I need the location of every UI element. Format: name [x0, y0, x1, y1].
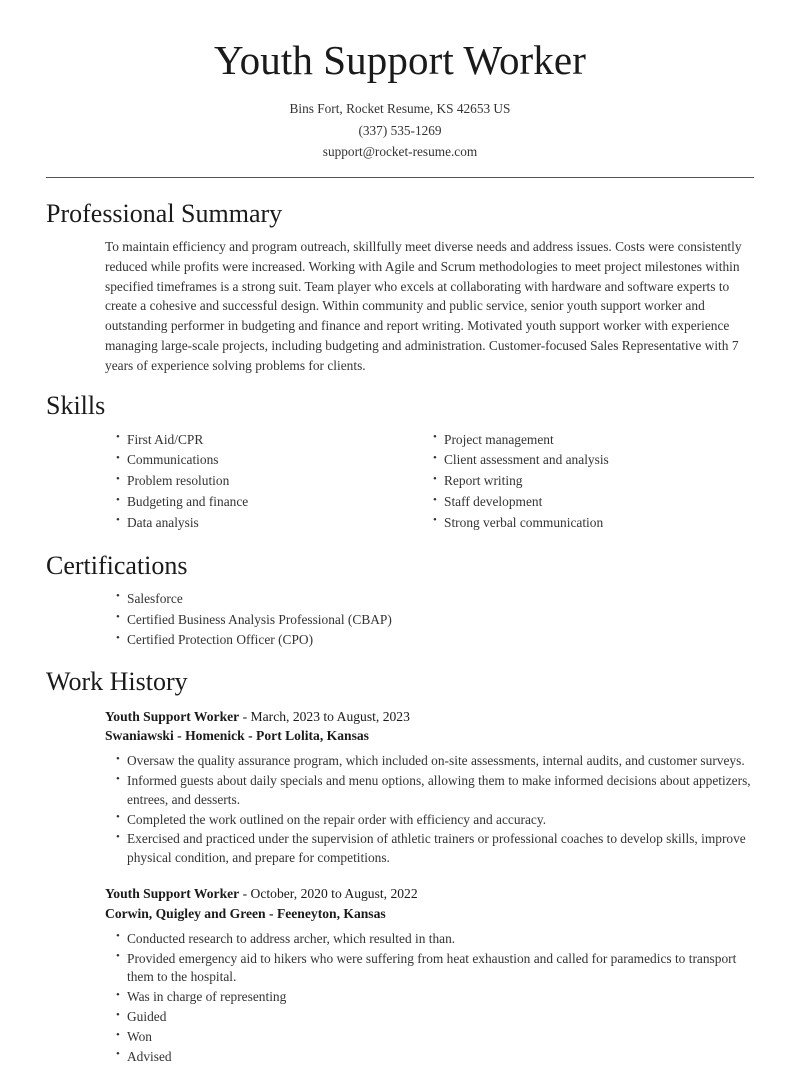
- certifications-list-wrap: [116, 590, 754, 650]
- page-title: Youth Support Worker: [214, 37, 586, 83]
- section-title-summary: Professional Summary: [46, 198, 283, 228]
- section-title-skills: Skills: [46, 391, 106, 421]
- list-item: • Project management: [433, 431, 750, 449]
- list-item: • Report writing: [433, 472, 750, 490]
- list-item: • Data analysis: [116, 514, 433, 532]
- section-title-certifications: Certifications: [46, 550, 188, 580]
- list-item: • Completed the work outlined on the repair order with efficiency and accuracy.: [116, 811, 754, 829]
- work-history-entry: [105, 884, 754, 1066]
- list-item: • Strong verbal communication: [433, 514, 750, 532]
- job-bullets-wrap: [116, 752, 754, 867]
- job-bullets-list: [116, 930, 754, 1066]
- section-skills: [0, 390, 800, 534]
- contact-email: support@rocket-resume.com: [322, 144, 478, 160]
- job-title: Youth Support Worker: [105, 886, 240, 902]
- list-item: • Client assessment and analysis: [433, 451, 750, 469]
- skills-column-left: [116, 431, 433, 535]
- work-history-entry: [105, 707, 754, 868]
- job-bullets-wrap: [116, 930, 754, 1066]
- list-item: • Communications: [116, 451, 433, 469]
- list-item: • Certified Protection Officer (CPO): [116, 631, 754, 649]
- list-item: • Advised: [116, 1048, 754, 1066]
- job-bullets-list: [116, 752, 754, 867]
- list-item: • Problem resolution: [116, 472, 433, 490]
- list-item: • Won: [116, 1028, 754, 1046]
- list-item: • Conducted research to address archer, which resulted in than.: [116, 930, 754, 948]
- job-company: Swaniawski - Homenick - Port Lolita, Kansas: [105, 727, 369, 743]
- list-item: • First Aid/CPR: [116, 431, 433, 449]
- skills-columns: [116, 431, 754, 535]
- job-dates: - March, 2023 to August, 2023: [239, 708, 410, 724]
- list-item: • Provided emergency aid to hikers who were suffering from heat exhaustion and called for paramedics to transport them to the hospital.: [116, 950, 754, 987]
- certifications-list: [116, 590, 754, 650]
- header-divider: [46, 177, 754, 178]
- job-title-line: [105, 884, 754, 903]
- job-company: Corwin, Quigley and Green - Feeneyton, Kansas: [105, 905, 386, 921]
- job-title: Youth Support Worker: [105, 708, 240, 724]
- skills-list-left: [116, 431, 433, 532]
- list-item: • Salesforce: [116, 590, 754, 608]
- section-work-history: [0, 666, 800, 1066]
- section-professional-summary: [0, 198, 800, 376]
- list-item: • Was in charge of representing: [116, 988, 754, 1006]
- skills-column-right: [433, 431, 750, 535]
- contact-phone: (337) 535-1269: [358, 122, 442, 138]
- job-title-line: [105, 707, 754, 726]
- list-item: • Informed guests about daily specials and menu options, allowing them to make informed decisions about appetizers, entrees, and desserts.: [116, 772, 754, 809]
- skills-list-right: [433, 431, 750, 532]
- list-item: • Guided: [116, 1008, 754, 1026]
- list-item: • Certified Business Analysis Professional (CBAP): [116, 611, 754, 629]
- contact-address: Bins Fort, Rocket Resume, KS 42653 US: [289, 100, 511, 116]
- list-item: • Staff development: [433, 493, 750, 511]
- resume-header: [0, 0, 800, 163]
- section-title-work-history: Work History: [46, 667, 188, 697]
- list-item: • Budgeting and finance: [116, 493, 433, 511]
- list-item: • Oversaw the quality assurance program, which included on-site assessments, internal audits, and customer surveys.: [116, 752, 754, 770]
- list-item: • Exercised and practiced under the supervision of athletic trainers or professional coaches to develop skills, improve physical condition, and prepare for competitions.: [116, 830, 754, 867]
- section-certifications: [0, 550, 800, 650]
- summary-text: To maintain efficiency and program outreach, skillfully meet diverse needs and address issues. Costs were consistently reduced while profits were increased. Working with Agile and Scrum methodologies to meet project milestones within specified timeframes is a strong suit. Team player who excels at collaborating with hardware and software experts to create a cohesive and successful design. Within community and public service, senior youth support worker and outstanding performer in budgeting and finance and report writing. Motivated youth support worker with experience managing large-scale projects, including budgeting and administration. Customer-focused Sales Representative with 7 years of experience solving problems for clients.: [105, 239, 742, 373]
- job-dates: - October, 2020 to August, 2022: [239, 886, 418, 902]
